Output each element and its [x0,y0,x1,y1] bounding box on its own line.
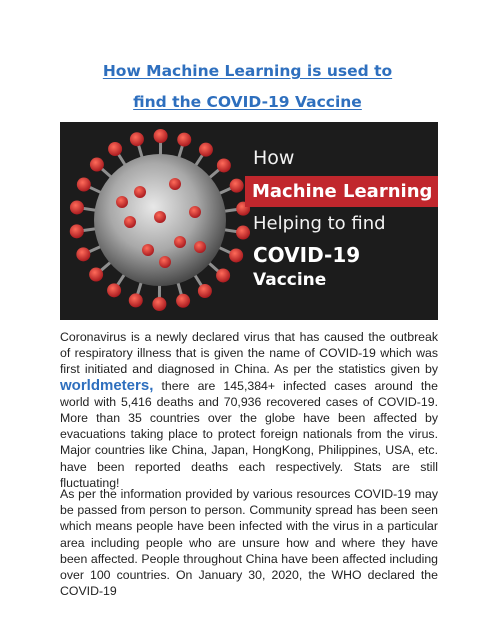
virus-spike-head [177,133,191,147]
virus-surface-protein [124,216,136,228]
virus-spike-head [154,129,168,143]
virus-spike-head [199,143,213,157]
virus-surface-protein [169,178,181,190]
virus-spike-head [198,284,212,298]
virus-spike-head [230,179,244,193]
virus-spike-head [76,247,90,261]
page-title-line-2: find the COVID-19 Vaccine [133,93,362,111]
virus-spike-head [236,226,250,240]
banner-line-vaccine: Vaccine [253,270,327,290]
virus-spike-head [70,224,84,238]
virus-spike-head [129,293,143,307]
virus-surface-protein [142,244,154,256]
virus-spike-head [216,268,230,282]
banner-line-helping: Helping to find [253,213,386,234]
virus-surface-protein [134,186,146,198]
virus-surface-protein [174,236,186,248]
page-title-line-1: How Machine Learning is used to [102,62,393,80]
worldmeters-link[interactable]: worldmeters, [60,376,154,394]
banner-line-machine-learning: Machine Learning [245,176,438,207]
virus-spike-head [229,248,243,262]
virus-surface-protein [189,206,201,218]
virus-spike-head [89,268,103,282]
paragraph-1-text-a: Coronavirus is a newly declared virus that has caused the outbreak of respiratory illness that is given the name of COVID-19 which was first initiated and diagnosed in China. As per the statistics given by [60,330,438,377]
virus-surface-protein [159,256,171,268]
virus-spike-head [130,132,144,146]
virus-spike-head [176,294,190,308]
paragraph-1-text-b: there are 145,384+ infected cases around the world with 5,416 deaths and 70,936 recovered cases of COVID-19. More than 35 countries over the globe have been affected by evacuations taking place to protect foreign nationals from the virus. Major countries like China, Japan, HongKong, Philippines, USA, etc. have been reported deaths each respectively. Stats are still fluctuating! [60,378,438,490]
virus-spike-head [108,142,122,156]
virus-surface-protein [116,196,128,208]
body-paragraph-2: As per the information provided by various resources COVID-19 may be passed from person to person. Community spread has been seen which means people have been infected with the virus in a particular area including people who are unsure how and where they have been affected. People throughout China have been affected including over 100 countries. On January 30, 2020, the WHO declared the COVID-19 [60,487,438,599]
virus-spike-head [152,297,166,311]
virus-surface-protein [154,211,166,223]
virus-spike-head [107,283,121,297]
banner-line-how: How [253,147,295,169]
virus-spike-head [77,178,91,192]
banner-line-covid: COVID-19 [253,243,361,267]
virus-surface-protein [194,241,206,253]
coronavirus-icon [60,122,250,320]
hero-banner-image [60,122,438,320]
virus-spike-head [70,200,84,214]
virus-spike-head [90,158,104,172]
body-paragraph-1 [60,329,438,491]
virus-spike-head [217,158,231,172]
